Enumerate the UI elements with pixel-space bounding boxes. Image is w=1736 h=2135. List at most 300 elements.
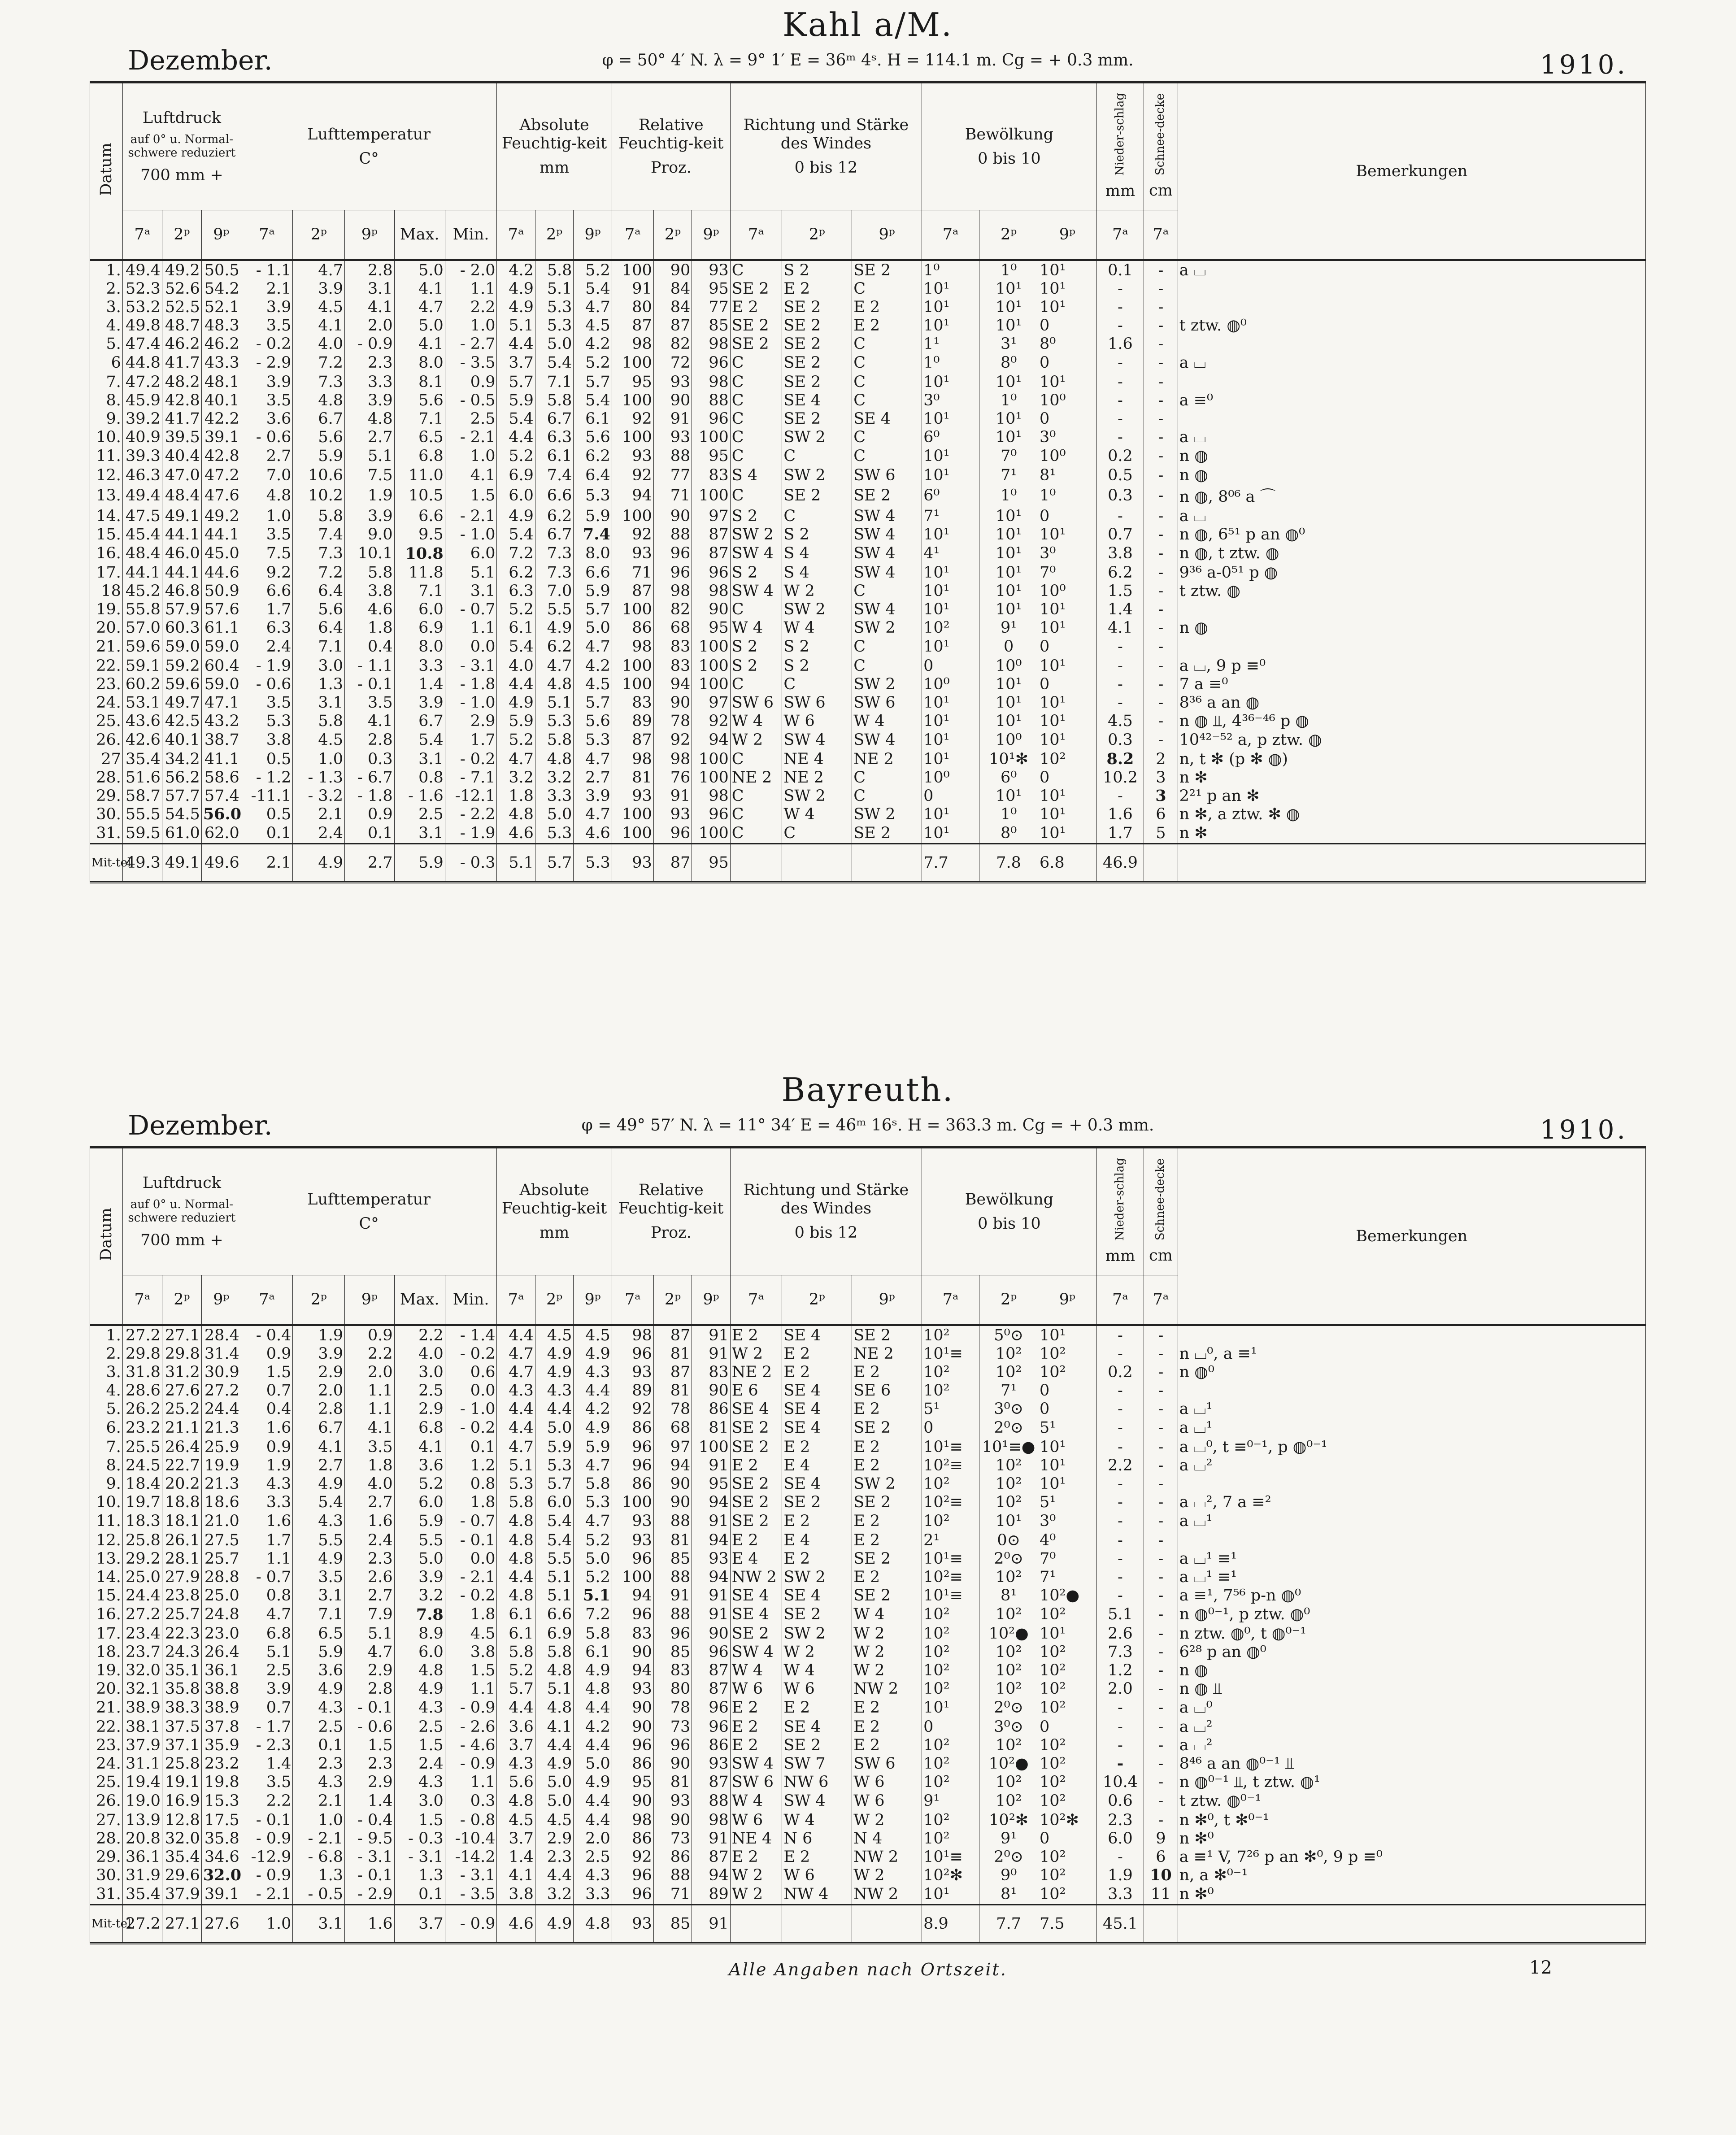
table-cell: 29.8: [122, 1344, 162, 1363]
table-row: [90, 316, 1646, 335]
table-cell: 4.8: [574, 1679, 612, 1698]
table-row: [90, 260, 1646, 279]
table-cell: 56.2: [162, 768, 201, 787]
table-cell: 38.7: [201, 730, 241, 750]
table-cell: SW 2: [782, 787, 852, 805]
table-cell: 3.8: [1096, 544, 1144, 563]
mean-cell: 4.9: [535, 1905, 573, 1944]
table-cell: W 2: [852, 1811, 922, 1829]
table-cell: 0: [1038, 316, 1096, 335]
table-row: [90, 1866, 1646, 1884]
schneedecke-header: [1144, 1147, 1178, 1275]
table-cell: 90: [612, 1791, 653, 1811]
table-cell: - 0.1: [445, 1531, 497, 1549]
table-cell: 0.5: [241, 805, 293, 823]
table-cell: 4.1: [394, 1438, 445, 1456]
table-cell: 5.1: [445, 563, 497, 582]
table-cell: 5.1: [574, 1586, 612, 1605]
table-cell: 100: [692, 484, 730, 507]
table-cell: 1.0: [293, 1811, 345, 1829]
table-cell: 4.4: [497, 675, 535, 693]
table-cell: 3.: [90, 1363, 123, 1381]
wind-header-wind-unit: 0 bis 12: [794, 158, 858, 177]
mean-row: [90, 1905, 1646, 1944]
table-cell: 1.0: [293, 750, 345, 768]
table-cell: 5.: [90, 335, 123, 353]
table-cell: 4.8: [535, 750, 573, 768]
table-cell: 81: [653, 1531, 692, 1549]
mean-cell: 8.9: [922, 1905, 979, 1944]
table-cell: 10¹: [922, 409, 979, 428]
subheader-h7a: 7ᵃ: [497, 1275, 535, 1325]
table-cell: S 4: [782, 563, 852, 582]
table-cell: 23.8: [162, 1586, 201, 1605]
lufttemperatur-header: [241, 1147, 497, 1275]
niederschlag-header-niederschlag: Nieder-schlag: [1113, 1158, 1127, 1241]
table-cell: 7.1: [394, 582, 445, 600]
table-cell: 19.9: [201, 1456, 241, 1474]
table-cell: S 2: [782, 637, 852, 657]
table-cell: 4.4: [497, 1418, 535, 1438]
table-cell: 1⁰: [922, 353, 979, 373]
table-cell: 5.7: [497, 1679, 535, 1698]
bemerkungen-header-label: Bemerkungen: [1356, 162, 1468, 180]
table-cell: 96: [653, 823, 692, 844]
table-cell: 4.1: [394, 279, 445, 298]
table-cell: 21.: [90, 637, 123, 657]
table-cell: - 2.1: [293, 1829, 345, 1848]
table-cell: 98: [612, 335, 653, 353]
table-cell: 46.2: [162, 335, 201, 353]
table-cell: 2.7: [293, 1456, 345, 1474]
table-row: [90, 428, 1646, 446]
table-cell: 34.2: [162, 750, 201, 768]
table-cell: 92: [612, 1400, 653, 1418]
table-cell: SE 4: [782, 1418, 852, 1438]
table-cell: 8⁰: [979, 823, 1038, 844]
table-cell: 96: [653, 563, 692, 582]
bemerkungen-header: [1178, 82, 1645, 260]
table-cell: 7.3: [535, 544, 573, 563]
table-cell: 28.8: [201, 1568, 241, 1586]
table-cell: -: [1096, 279, 1144, 298]
table-cell: C: [852, 335, 922, 353]
table-row: [90, 525, 1646, 544]
table-row: [90, 1736, 1646, 1754]
table-cell: 10²: [922, 1381, 979, 1400]
table-cell: 1.2: [445, 1456, 497, 1474]
table-cell: W 6: [852, 1791, 922, 1811]
table-cell: 59.6: [122, 637, 162, 657]
mean-cell: 4.8: [574, 1905, 612, 1944]
table-cell: 6: [1144, 805, 1178, 823]
table-cell: 4.3: [497, 1754, 535, 1773]
mean-cell: 4.6: [497, 1905, 535, 1944]
table-cell: W 2: [730, 1344, 782, 1363]
table-cell: 10²: [1038, 1754, 1096, 1773]
table-cell: -10.4: [445, 1829, 497, 1848]
table-cell: 97: [653, 1438, 692, 1456]
table-cell: S 2: [782, 657, 852, 675]
month-label: Dezember.: [128, 1110, 273, 1141]
table-cell: 1⁰: [979, 391, 1038, 409]
year-label: 1910.: [1540, 49, 1628, 80]
table-cell: a ⌴²: [1178, 1736, 1645, 1754]
table-cell: 48.4: [162, 484, 201, 507]
table-cell: 0.2: [1096, 446, 1144, 466]
table-cell: -14.2: [445, 1848, 497, 1866]
table-cell: SE 2: [782, 484, 852, 507]
table-cell: 7¹: [1038, 1568, 1096, 1586]
table-cell: 49.4: [122, 260, 162, 279]
bemerkungen-header: [1178, 1147, 1645, 1325]
table-cell: 10²●: [979, 1624, 1038, 1643]
table-cell: 3.1: [394, 823, 445, 844]
table-cell: S 2: [782, 525, 852, 544]
table-cell: 95: [692, 618, 730, 637]
table-cell: 57.7: [162, 787, 201, 805]
table-cell: SW 6: [730, 693, 782, 712]
table-cell: 90: [612, 1718, 653, 1736]
rel-feucht-header-rel-unit: Proz.: [650, 1223, 692, 1242]
table-cell: - 3.1: [394, 1848, 445, 1866]
table-cell: - 0.8: [445, 1811, 497, 1829]
table-cell: -: [1144, 544, 1178, 563]
table-cell: 49.7: [162, 693, 201, 712]
table-cell: - 2.3: [241, 1736, 293, 1754]
table-cell: SE 2: [852, 484, 922, 507]
table-cell: -: [1096, 693, 1144, 712]
table-cell: - 3.1: [345, 1848, 395, 1866]
table-cell: a ⌴, 9 p ≡⁰: [1178, 657, 1645, 675]
table-cell: 100: [612, 507, 653, 525]
bewoelkung-header-bew-unit: 0 bis 10: [978, 1214, 1041, 1233]
table-cell: 0.0: [445, 1381, 497, 1400]
table-cell: 5.4: [574, 279, 612, 298]
table-cell: 86: [612, 618, 653, 637]
table-cell: 48.1: [201, 373, 241, 391]
table-cell: - 0.6: [241, 675, 293, 693]
table-cell: t ztw. ◍: [1178, 582, 1645, 600]
table-cell: 13.: [90, 1549, 123, 1568]
subheader-h9p: 9ᵖ: [345, 210, 395, 260]
table-cell: 18.6: [201, 1493, 241, 1511]
table-cell: 0: [1038, 1400, 1096, 1418]
table-cell: E 2: [730, 1531, 782, 1549]
table-row: [90, 1884, 1646, 1905]
table-cell: 4.4: [574, 1791, 612, 1811]
table-cell: 0.2: [1096, 1363, 1144, 1381]
table-cell: 10²: [1038, 750, 1096, 768]
table-cell: 81: [612, 768, 653, 787]
table-cell: 10.6: [293, 466, 345, 484]
table-cell: -: [1096, 507, 1144, 525]
table-cell: 1.3: [293, 675, 345, 693]
table-cell: 27.2: [122, 1325, 162, 1344]
table-cell: 10²: [979, 1605, 1038, 1624]
table-row: [90, 466, 1646, 484]
table-cell: 62.0: [201, 823, 241, 844]
table-cell: C: [852, 446, 922, 466]
table-cell: 10¹: [1038, 1474, 1096, 1493]
table-cell: 96: [612, 1605, 653, 1624]
table-cell: 42.8: [162, 391, 201, 409]
table-cell: 8.9: [394, 1624, 445, 1643]
table-cell: -: [1144, 657, 1178, 675]
table-cell: 2.: [90, 279, 123, 298]
table-cell: 92: [612, 525, 653, 544]
table-cell: 5.5: [535, 600, 573, 618]
lufttemperatur-header-lufttemperatur: Lufttemperatur: [307, 1190, 431, 1209]
table-cell: - 0.9: [241, 1829, 293, 1848]
table-cell: W 4: [730, 618, 782, 637]
table-cell: 38.9: [122, 1698, 162, 1718]
table-cell: 45.2: [122, 582, 162, 600]
table-cell: - 6.8: [293, 1848, 345, 1866]
table-cell: 0.8: [394, 768, 445, 787]
table-cell: 10²✻: [1038, 1811, 1096, 1829]
table-cell: SW 2: [782, 428, 852, 446]
mean-cell: 45.1: [1096, 1905, 1144, 1944]
table-cell: 10.8: [394, 544, 445, 563]
table-cell: 0: [1038, 1381, 1096, 1400]
table-cell: -: [1144, 1531, 1178, 1549]
table-cell: 4.9: [535, 618, 573, 637]
table-cell: SW 6: [852, 693, 922, 712]
table-cell: a ≡⁰: [1178, 391, 1645, 409]
table-cell: 9¹: [979, 618, 1038, 637]
table-cell: SE 2: [730, 1493, 782, 1511]
table-cell: 6.8: [394, 1418, 445, 1438]
mean-cell: [1178, 844, 1645, 883]
table-cell: 3.6: [241, 409, 293, 428]
table-cell: SE 2: [730, 279, 782, 298]
table-cell: 82: [653, 600, 692, 618]
table-cell: 21.: [90, 1698, 123, 1718]
table-cell: 5.: [90, 1400, 123, 1418]
table-cell: 10¹: [922, 525, 979, 544]
table-cell: 28.1: [162, 1549, 201, 1568]
table-cell: 3.5: [241, 525, 293, 544]
table-cell: 94: [692, 1866, 730, 1884]
table-cell: 6⁰: [922, 484, 979, 507]
table-cell: -: [1144, 1363, 1178, 1381]
table-cell: 93: [653, 805, 692, 823]
table-cell: n ◍⁰⁻¹ ⫫, t ztw. ◍¹: [1178, 1773, 1645, 1791]
table-cell: 24.4: [122, 1586, 162, 1605]
table-cell: 93: [612, 1531, 653, 1549]
table-cell: 48.2: [162, 373, 201, 391]
table-cell: 35.8: [201, 1829, 241, 1848]
table-cell: 96: [653, 1736, 692, 1754]
table-cell: 10¹: [1038, 373, 1096, 391]
table-cell: 98: [612, 750, 653, 768]
table-cell: 4.4: [535, 1866, 573, 1884]
table-cell: 90: [653, 693, 692, 712]
table-cell: 10²: [979, 1493, 1038, 1511]
table-cell: 86: [692, 1736, 730, 1754]
table-cell: 10¹: [922, 823, 979, 844]
subheader-h9p: 9ᵖ: [201, 1275, 241, 1325]
subheader-h7a: 7ᵃ: [922, 1275, 979, 1325]
table-cell: 3.7: [497, 353, 535, 373]
table-cell: 31.: [90, 823, 123, 844]
table-cell: n ✻: [1178, 823, 1645, 844]
schneedecke-header-schneedecke: Schnee-decke: [1153, 1158, 1167, 1241]
table-cell: 2.6: [1096, 1624, 1144, 1643]
table-cell: -: [1096, 1718, 1144, 1736]
table-cell: 2¹: [922, 1531, 979, 1549]
table-cell: 10.1: [345, 544, 395, 563]
mean-cell: 5.3: [574, 844, 612, 883]
subheader-h2p: 2ᵖ: [293, 210, 345, 260]
table-cell: 4.9: [293, 1474, 345, 1493]
table-cell: 7.4: [293, 525, 345, 544]
table-cell: 0.8: [241, 1586, 293, 1605]
table-cell: - 0.9: [445, 1698, 497, 1718]
table-cell: 3.9: [293, 1344, 345, 1363]
table-cell: 3.1: [293, 693, 345, 712]
table-cell: 10²: [1038, 1884, 1096, 1905]
table-cell: -: [1144, 373, 1178, 391]
table-cell: 3.3: [241, 1493, 293, 1511]
table-cell: 6.1: [535, 446, 573, 466]
subheader-h7a: 7ᵃ: [1144, 1275, 1178, 1325]
table-cell: 4.8: [535, 1661, 573, 1679]
table-cell: SE 2: [730, 1624, 782, 1643]
table-cell: 5.8: [574, 1474, 612, 1493]
schneedecke-header: [1144, 82, 1178, 210]
table-cell: SE 2: [730, 1418, 782, 1438]
table-row: [90, 1549, 1646, 1568]
table-cell: 84: [653, 279, 692, 298]
table-cell: E 2: [852, 298, 922, 316]
table-cell: W 6: [852, 1773, 922, 1791]
page-number: 12: [1529, 1957, 1552, 1978]
table-cell: 7.5: [241, 544, 293, 563]
table-cell: - 2.9: [241, 353, 293, 373]
table-cell: 44.6: [201, 563, 241, 582]
table-cell: - 1.8: [345, 787, 395, 805]
table-cell: -: [1096, 1568, 1144, 1586]
table-cell: n ✻, a ztw. ✻ ◍: [1178, 805, 1645, 823]
table-cell: 24.3: [162, 1643, 201, 1661]
table-cell: 7.0: [241, 466, 293, 484]
table-cell: 7.1: [293, 1605, 345, 1624]
table-row: [90, 1829, 1646, 1848]
table-cell: 57.6: [201, 600, 241, 618]
table-cell: 3.9: [394, 693, 445, 712]
table-cell: 98: [692, 1811, 730, 1829]
table-row: [90, 1400, 1646, 1418]
table-cell: 7¹: [979, 466, 1038, 484]
table-cell: 18.8: [162, 1493, 201, 1511]
table-cell: 95: [612, 373, 653, 391]
table-cell: 3: [1144, 768, 1178, 787]
table-cell: 1.6: [345, 1511, 395, 1531]
table-cell: 5.9: [574, 507, 612, 525]
table-cell: 68: [653, 1418, 692, 1438]
subheader-min: Min.: [445, 210, 497, 260]
table-cell: 5.4: [497, 637, 535, 657]
table-cell: 91: [653, 409, 692, 428]
table-cell: 37.9: [162, 1884, 201, 1905]
table-cell: 96: [612, 1549, 653, 1568]
table-body: [90, 1325, 1646, 1944]
table-cell: 96: [692, 1718, 730, 1736]
table-cell: 4.8: [293, 391, 345, 409]
table-cell: 0.9: [241, 1438, 293, 1456]
table-cell: 10¹: [922, 563, 979, 582]
table-row: [90, 657, 1646, 675]
table-cell: W 4: [782, 1661, 852, 1679]
table-cell: 1.8: [445, 1493, 497, 1511]
table-cell: - 0.7: [241, 1568, 293, 1586]
table-cell: 5.0: [574, 1754, 612, 1773]
table-row: [90, 335, 1646, 353]
datum-header-label: Datum: [97, 143, 115, 196]
table-cell: 2.3: [293, 1754, 345, 1773]
subheader-max: Max.: [394, 1275, 445, 1325]
table-cell: n ◍: [1178, 466, 1645, 484]
table-cell: 5.0: [535, 1418, 573, 1438]
table-cell: 10²✻: [979, 1811, 1038, 1829]
table-cell: 2.7: [574, 768, 612, 787]
table-cell: 46.2: [201, 335, 241, 353]
table-cell: 2.0: [1096, 1679, 1144, 1698]
subheader-h2p: 2ᵖ: [979, 1275, 1038, 1325]
table-cell: -: [1144, 1325, 1178, 1344]
table-cell: 100: [692, 657, 730, 675]
abs-feucht-header-abs-feucht: Absolute Feuchtig-keit: [501, 1181, 607, 1218]
table-cell: NE 4: [730, 1829, 782, 1848]
table-cell: 4.5: [497, 1811, 535, 1829]
table-cell: 88: [653, 1511, 692, 1531]
table-cell: 1.9: [345, 484, 395, 507]
table-cell: 4.4: [574, 1736, 612, 1754]
table-cell: n ◍ ⫫, 4³⁶⁻⁴⁶ p ◍: [1178, 712, 1645, 730]
wind-header-wind-unit: 0 bis 12: [794, 1223, 858, 1242]
table-cell: 91: [692, 1511, 730, 1531]
table-cell: 10⁰: [1038, 391, 1096, 409]
table-cell: -: [1144, 1811, 1178, 1829]
table-cell: 27.5: [201, 1531, 241, 1549]
table-cell: 10⁰: [979, 730, 1038, 750]
table-cell: a ≡¹ V, 7²⁶ p an ✻⁰, 9 p ≡⁰: [1178, 1848, 1645, 1866]
table-cell: 1.4: [497, 1848, 535, 1866]
table-cell: -: [1096, 1511, 1144, 1531]
table-cell: SE 2: [782, 316, 852, 335]
table-cell: 6.0: [445, 544, 497, 563]
table-cell: a ⌴², 7 a ≡²: [1178, 1493, 1645, 1511]
table-cell: 21.3: [201, 1474, 241, 1493]
table-cell: 6.1: [574, 1643, 612, 1661]
table-cell: 7.9: [345, 1605, 395, 1624]
table-cell: -: [1144, 1511, 1178, 1531]
table-cell: 57.4: [201, 787, 241, 805]
table-cell: 88: [653, 1605, 692, 1624]
table-cell: S 2: [730, 507, 782, 525]
table-cell: 2.9: [345, 1773, 395, 1791]
table-cell: E 2: [730, 1698, 782, 1718]
table-row: [90, 563, 1646, 582]
table-cell: - 0.1: [241, 1811, 293, 1829]
table-cell: 25.0: [122, 1568, 162, 1586]
table-cell: 100: [612, 657, 653, 675]
table-cell: 0.5: [1096, 466, 1144, 484]
table-cell: 57.0: [122, 618, 162, 637]
table-cell: 40.4: [162, 446, 201, 466]
